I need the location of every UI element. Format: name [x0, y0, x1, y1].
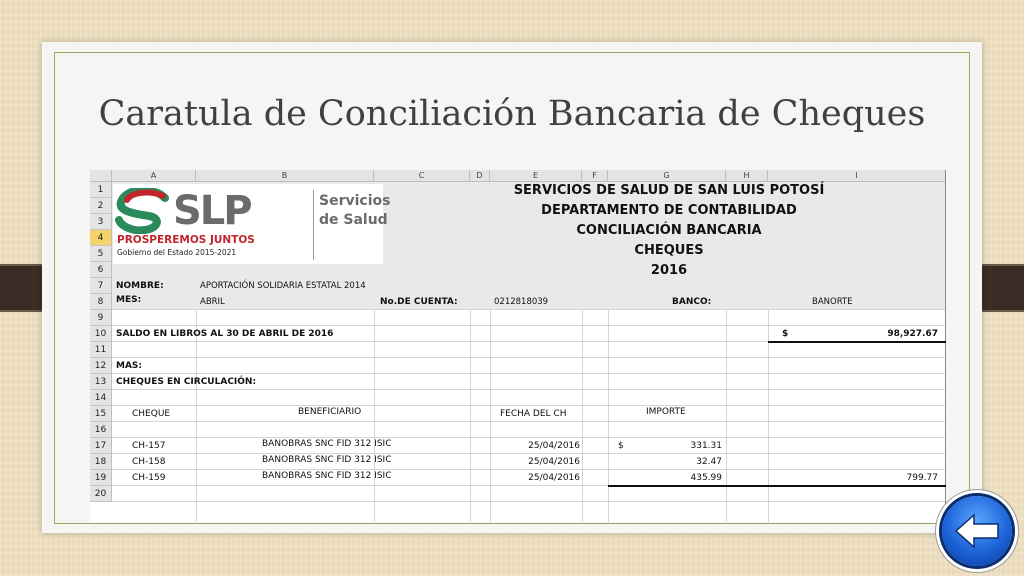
prosperemos-juntos-text: PROSPEREMOS JUNTOS: [117, 234, 255, 246]
col-header-c: C: [374, 170, 470, 182]
col-header-g: G: [608, 170, 726, 182]
gridline: [490, 310, 491, 522]
col-header-f: F: [582, 170, 608, 182]
col-header-i: I: [768, 170, 946, 182]
row-header: 16: [90, 422, 112, 438]
cheque-fecha: 25/04/2016: [528, 457, 580, 467]
banco-label: BANCO:: [672, 297, 712, 307]
row-header: 11: [90, 342, 112, 358]
col-header-d: D: [470, 170, 490, 182]
cheque-fecha: 25/04/2016: [528, 441, 580, 451]
back-arrow-icon: [942, 496, 1012, 566]
header-line-1: SERVICIOS DE SALUD DE SAN LUIS POTOSÍ: [513, 183, 825, 198]
cheque-importe: 32.47: [696, 457, 722, 467]
header-line-5: 2016: [650, 263, 688, 278]
saldo-label: SALDO EN LIBROS AL 30 DE ABRIL DE 2016: [116, 329, 334, 339]
slp-emblem-icon: [115, 188, 171, 234]
header-line-3: CONCILIACIÓN BANCARIA: [576, 223, 762, 238]
importe-header: IMPORTE: [646, 407, 686, 417]
row-header: 8: [90, 294, 112, 310]
cheque-importe: 331.31: [690, 441, 722, 451]
logo-servicios: Servicios: [319, 193, 391, 209]
beneficiario-header: BENEFICIARIO: [298, 407, 362, 417]
mes-value: ABRIL: [200, 297, 225, 307]
banco-value: BANORTE: [812, 297, 853, 307]
cheque-beneficiario: BANOBRAS SNC FID 312 ISIC: [262, 471, 392, 481]
back-button[interactable]: [942, 496, 1012, 566]
col-header-h: H: [726, 170, 768, 182]
gridline: [112, 357, 946, 358]
row-header: 12: [90, 358, 112, 374]
col-header-b: B: [196, 170, 374, 182]
cheque-header: CHEQUE: [132, 409, 171, 419]
row-header: 7: [90, 278, 112, 294]
cheque-beneficiario: BANOBRAS SNC FID 312 ISIC: [262, 455, 392, 465]
gridline: [374, 310, 375, 522]
servicios-de-salud-text: [319, 192, 390, 230]
row-header: 20: [90, 486, 112, 502]
cheque-fecha: 25/04/2016: [528, 473, 580, 483]
cheque-number: CH-157: [132, 441, 166, 451]
gridline: [608, 310, 609, 522]
cuenta-label: No.DE CUENTA:: [380, 297, 458, 307]
gridline: [112, 501, 946, 502]
row-header: 5: [90, 246, 112, 262]
row-header: 17: [90, 438, 112, 454]
corner-cell: [90, 170, 112, 182]
logo-divider: [313, 190, 314, 260]
mes-label: MES:: [116, 295, 142, 305]
sheet-right-edge: [945, 170, 946, 522]
mas-label: MAS:: [116, 361, 143, 371]
col-header-e: E: [490, 170, 582, 182]
fecha-header: FECHA DEL CH: [500, 409, 567, 419]
cheque-importe: 435.99: [690, 473, 722, 483]
cheque-number: CH-159: [132, 473, 166, 483]
row-header: 19: [90, 470, 112, 486]
slp-logo: [113, 184, 391, 264]
cuenta-value: 0212818039: [494, 297, 549, 307]
saldo-currency: $: [782, 329, 789, 339]
slp-logo-text: SLP: [173, 188, 251, 234]
row-header: 13: [90, 374, 112, 390]
row-header: 18: [90, 454, 112, 470]
cheque-currency: $: [618, 441, 624, 451]
spreadsheet-image: [90, 170, 946, 522]
row-header: 15: [90, 406, 112, 422]
cheque-number: CH-158: [132, 457, 166, 467]
row-header: 10: [90, 326, 112, 342]
cheque-beneficiario: BANOBRAS SNC FID 312 ISIC: [262, 439, 392, 449]
gridline: [726, 310, 727, 522]
header-line-4: CHEQUES: [634, 243, 704, 258]
total-underline: [608, 485, 946, 487]
nombre-label: NOMBRE:: [116, 281, 164, 291]
row-header: 1: [90, 182, 112, 198]
saldo-underline: [768, 341, 946, 343]
cheques-label: CHEQUES EN CIRCULACIÓN:: [116, 377, 257, 387]
row-header: 9: [90, 310, 112, 326]
row-header: 2: [90, 198, 112, 214]
gobierno-text: Gobierno del Estado 2015-2021: [117, 248, 237, 257]
saldo-value: 98,927.67: [887, 329, 938, 339]
slide: [42, 42, 982, 533]
logo-de-salud: de Salud: [319, 212, 388, 228]
row-header: 6: [90, 262, 112, 278]
col-header-a: A: [112, 170, 196, 182]
header-line-2: DEPARTAMENTO DE CONTABILIDAD: [541, 203, 797, 218]
row-header: 3: [90, 214, 112, 230]
slide-title: Caratula de Conciliación Bancaria de Cheques: [98, 94, 926, 134]
gridline: [582, 310, 583, 522]
nombre-value: APORTACIÓN SOLIDARIA ESTATAL 2014: [200, 281, 366, 291]
row-header-selected: 4: [90, 230, 112, 246]
row-header: 14: [90, 390, 112, 406]
gridline: [470, 310, 471, 522]
total-cheques: 799.77: [906, 473, 938, 483]
